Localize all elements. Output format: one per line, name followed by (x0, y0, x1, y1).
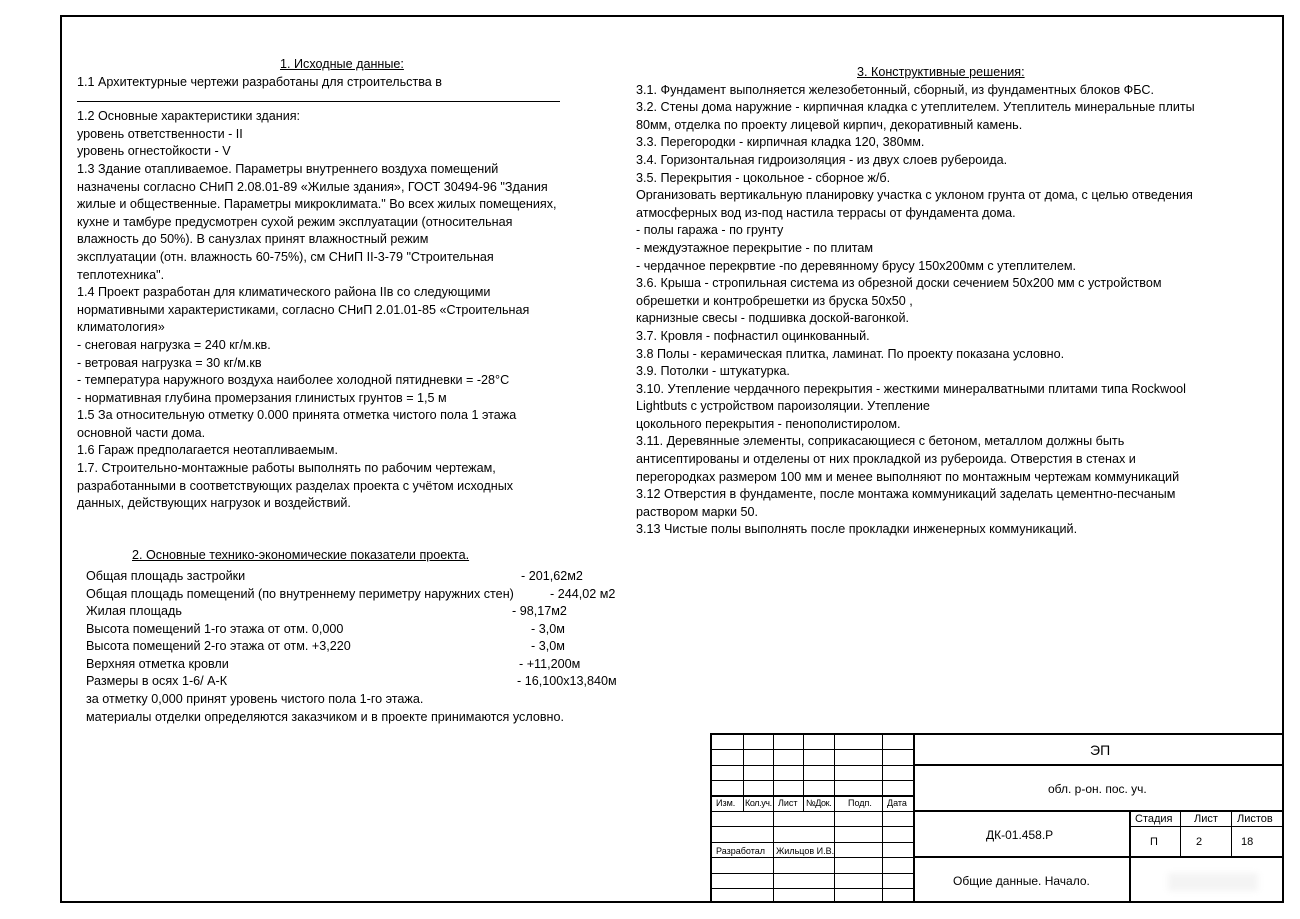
tep-label: Общая площадь помещений (по внутреннему периметру наружних стен) (86, 587, 514, 601)
tep-label: Верхняя отметка кровли (86, 657, 229, 671)
tb-blurred-area (1168, 873, 1258, 891)
s1-line: - температура наружного воздуха наиболее холодной пятидневки = -28°С (77, 373, 510, 388)
tb-sheets-label: Листов (1237, 813, 1273, 825)
tb-sheets: 18 (1241, 836, 1254, 848)
s3-line: 3.3. Перегородки - кирпичная кладка 120, 380мм. (636, 135, 925, 150)
s3-line: 3.11. Деревянные элементы, соприкасающиеся с бетоном, металлом должны быть (636, 434, 1125, 449)
tep-note: за отметку 0,000 принят уровень чистого пола 1-го этажа. (86, 692, 424, 706)
tep-note: материалы отделки определяются заказчиком и в проекте принимаются условно. (86, 710, 564, 724)
s1-line: 1.6 Гараж предполагается неотапливаемым. (77, 443, 338, 458)
s3-line: 3.13 Чистые полы выполнять после прокладки инженерных коммуникаций. (636, 522, 1078, 537)
s1-line: - снеговая нагрузка = 240 кг/м.кв. (77, 337, 271, 352)
tb-line (710, 873, 914, 874)
s1-line: 1.5 За относительную отметку 0.000 принята отметка чистого пола 1 этажа (77, 408, 517, 423)
tb-line (913, 733, 915, 903)
s1-line: данных, действующих нагрузок и воздействий. (77, 496, 351, 511)
s3-line: - междуэтажное перекрытие - по плитам (636, 240, 874, 255)
s3-line: 3.6. Крыша - стропильная система из обрезной доски сечением 50х200 мм с устройством (636, 276, 1162, 291)
location-blank-line (77, 91, 560, 102)
s3-line: - полы гаража - по грунту (636, 223, 784, 238)
tep-value: - 3,0м (531, 622, 565, 636)
tb-line (710, 749, 914, 750)
tb-line (1180, 810, 1181, 856)
col-podp: Подп. (848, 798, 872, 808)
tb-line (914, 764, 1284, 766)
tep-value: - 201,62м2 (521, 569, 583, 583)
s3-line: перегородках размером 100 мм и менее выполняют по монтажным чертежам коммуникаций (636, 469, 1180, 484)
s3-line: 3.8 Полы - керамическая плитка, ламинат. По проекту показана условно. (636, 346, 1065, 361)
section-1-title: 1. Исходные данные: (280, 57, 404, 71)
s1-line: климатология» (77, 320, 165, 335)
tep-label: Высота помещений 2-го этажа от отм. +3,220 (86, 639, 351, 653)
tb-border (710, 733, 712, 903)
tb-line (1130, 826, 1284, 827)
tb-stage-label: Стадия (1135, 813, 1173, 825)
razrab-name: Жильцов И.В. (776, 846, 835, 856)
tb-sheet-label: Лист (1194, 813, 1218, 825)
col-izm: Изм. (716, 798, 736, 808)
s3-line: 3.5. Перекрытия - цокольное - сборное ж/б. (636, 170, 891, 185)
tb-line (773, 733, 774, 903)
section-1 (77, 56, 560, 513)
s1-line: 1.1 Архитектурные чертежи разработаны для строительства в (77, 74, 442, 89)
tep-label: Жилая площадь (86, 604, 182, 618)
tb-line (710, 780, 914, 781)
s1-line: 1.7. Строительно-монтажные работы выполнять по рабочим чертежам, (77, 461, 496, 476)
s3-line: антисептированы и отделены от них прокладкой из рубероида. Отверстия в стенах и (636, 452, 1136, 467)
tep-value: - +11,200м (519, 657, 581, 671)
tb-doc-number: ДК-01.458.Р (986, 828, 1054, 842)
s3-line: карнизные свесы - подшивка доской-вагонкой. (636, 311, 910, 326)
tb-line (710, 795, 914, 797)
tb-sheet-title: Общие данные. Начало. (953, 874, 1090, 888)
tb-sheet: 2 (1196, 836, 1203, 848)
tb-line (882, 733, 883, 903)
s1-line: влажность до 50%). В санузлах принят влажностный режим (77, 232, 429, 247)
col-data: Дата (887, 798, 907, 808)
tep-value: - 244,02 м2 (550, 587, 616, 601)
s1-line: 1.4 Проект разработан для климатического района IIв со следующими (77, 285, 491, 300)
s1-line: основной части дома. (77, 425, 206, 440)
s3-line: 3.2. Стены дома наружние - кирпичная кладка с утеплителем. Утеплитель минеральные плиты (636, 100, 1195, 115)
section-3-title: 3. Конструктивные решения: (857, 65, 1025, 79)
s1-line: - нормативная глубина промерзания глинистых грунтов = 1,5 м (77, 390, 447, 405)
s3-line: 3.9. Потолки - штукатурка. (636, 364, 790, 379)
s1-line: эксплуатации (отн. влажность 60-75%), см СНиП II-3-79 "Строительная (77, 249, 494, 264)
tb-location: обл. р-он. пос. уч. (1048, 782, 1147, 796)
s3-line: 3.7. Кровля - пофнастил оцинкованный. (636, 328, 870, 343)
s1-line: уровень ответственности - II (77, 126, 243, 141)
tb-code: ЭП (1090, 742, 1111, 758)
s3-line: Lightbuts с устройством пароизоляции. Утепление (636, 399, 930, 414)
s1-line: назначены согласно СНиП 2.08.01-89 «Жилые здания», ГОСТ 30494-96 "Здания (77, 179, 548, 194)
tep-label: Общая площадь застройки (86, 569, 246, 583)
tb-line (803, 733, 804, 811)
s1-line: разработанными в соответствующих разделах проекта с учётом исходных (77, 478, 514, 493)
tb-line (710, 826, 914, 827)
tb-stage: П (1150, 836, 1158, 848)
tb-line (743, 733, 744, 811)
section-2-title: 2. Основные технико-экономические показатели проекта. (132, 548, 470, 562)
s3-line: обрешетки и контробрешетки из бруска 50х50 , (636, 293, 913, 308)
s3-line: 3.4. Горизонтальная гидроизоляция - из двух слоев рубероида. (636, 152, 1008, 167)
col-list: Лист (778, 798, 798, 808)
s1-line: жилые и общественные. Параметры микроклимата." Во всех жилых помещениях, (77, 197, 557, 212)
tb-line (1231, 810, 1232, 856)
col-kol-uch: Кол.уч. (745, 798, 772, 808)
tep-value: - 3,0м (531, 639, 565, 653)
section-3 (636, 64, 1195, 539)
tep-label: Размеры в осях 1-6/ А-К (86, 674, 228, 688)
s1-line: уровень огнестойкости - V (77, 144, 231, 159)
s3-line: 3.12 Отверстия в фундаменте, после монтажа коммуникаций заделать цементно-песчаным (636, 487, 1176, 502)
tb-line (710, 765, 914, 766)
s3-line: 3.10. Утепление чердачного перекрытия - жесткими минералватными плитами типа Rockwool (636, 381, 1186, 396)
title-block (710, 733, 1284, 903)
tep-value: - 16,100х13,840м (517, 674, 617, 688)
s3-line: атмосферных вод из-под настила террасы от фундамента дома. (636, 205, 1016, 220)
s3-line: 3.1. Фундамент выполняется железобетонный, сборный, из фундаментных блоков ФБС. (636, 82, 1154, 97)
tb-line (1129, 810, 1131, 903)
razrab-label: Разработал (716, 846, 765, 856)
s1-line: 1.2 Основные характеристики здания: (77, 109, 301, 124)
col-ndok: №Док. (806, 798, 832, 808)
s1-line: теплотехника". (77, 267, 165, 282)
tb-line (710, 857, 914, 858)
s1-line: 1.3 Здание отапливаемое. Параметры внутреннего воздуха помещений (77, 161, 499, 176)
s3-line: цокольного перекрытия - пенополистиролом. (636, 416, 901, 431)
s3-line: Организовать вертикальную планировку участка с уклоном грунта от дома, с целью отведения (636, 188, 1193, 203)
tb-line (710, 811, 914, 812)
tb-line (914, 856, 1284, 858)
tb-border (710, 733, 1284, 735)
tep-label: Высота помещений 1-го этажа от отм. 0,000 (86, 622, 344, 636)
s3-line: 80мм, отделка по проекту лицевой кирпич, декоративный камень. (636, 117, 1023, 132)
s1-line: кухне и тамбуре предусмотрен сухой режим эксплуатации (относительная (77, 214, 513, 229)
s1-line: нормативными характеристиками, согласно СНиП 2.01.01-85 «Строительная (77, 302, 530, 317)
s3-line: раствором марки 50. (636, 504, 759, 519)
s1-line: - ветровая нагрузка = 30 кг/м.кв (77, 355, 262, 370)
s3-line: - чердачное перекрвтие -по деревянному брусу 150х200мм с утеплителем. (636, 258, 1076, 273)
tb-line (914, 810, 1284, 812)
tb-line (710, 842, 914, 843)
tb-line (710, 888, 914, 889)
tb-line (834, 733, 835, 903)
tep-value: - 98,17м2 (512, 604, 567, 618)
